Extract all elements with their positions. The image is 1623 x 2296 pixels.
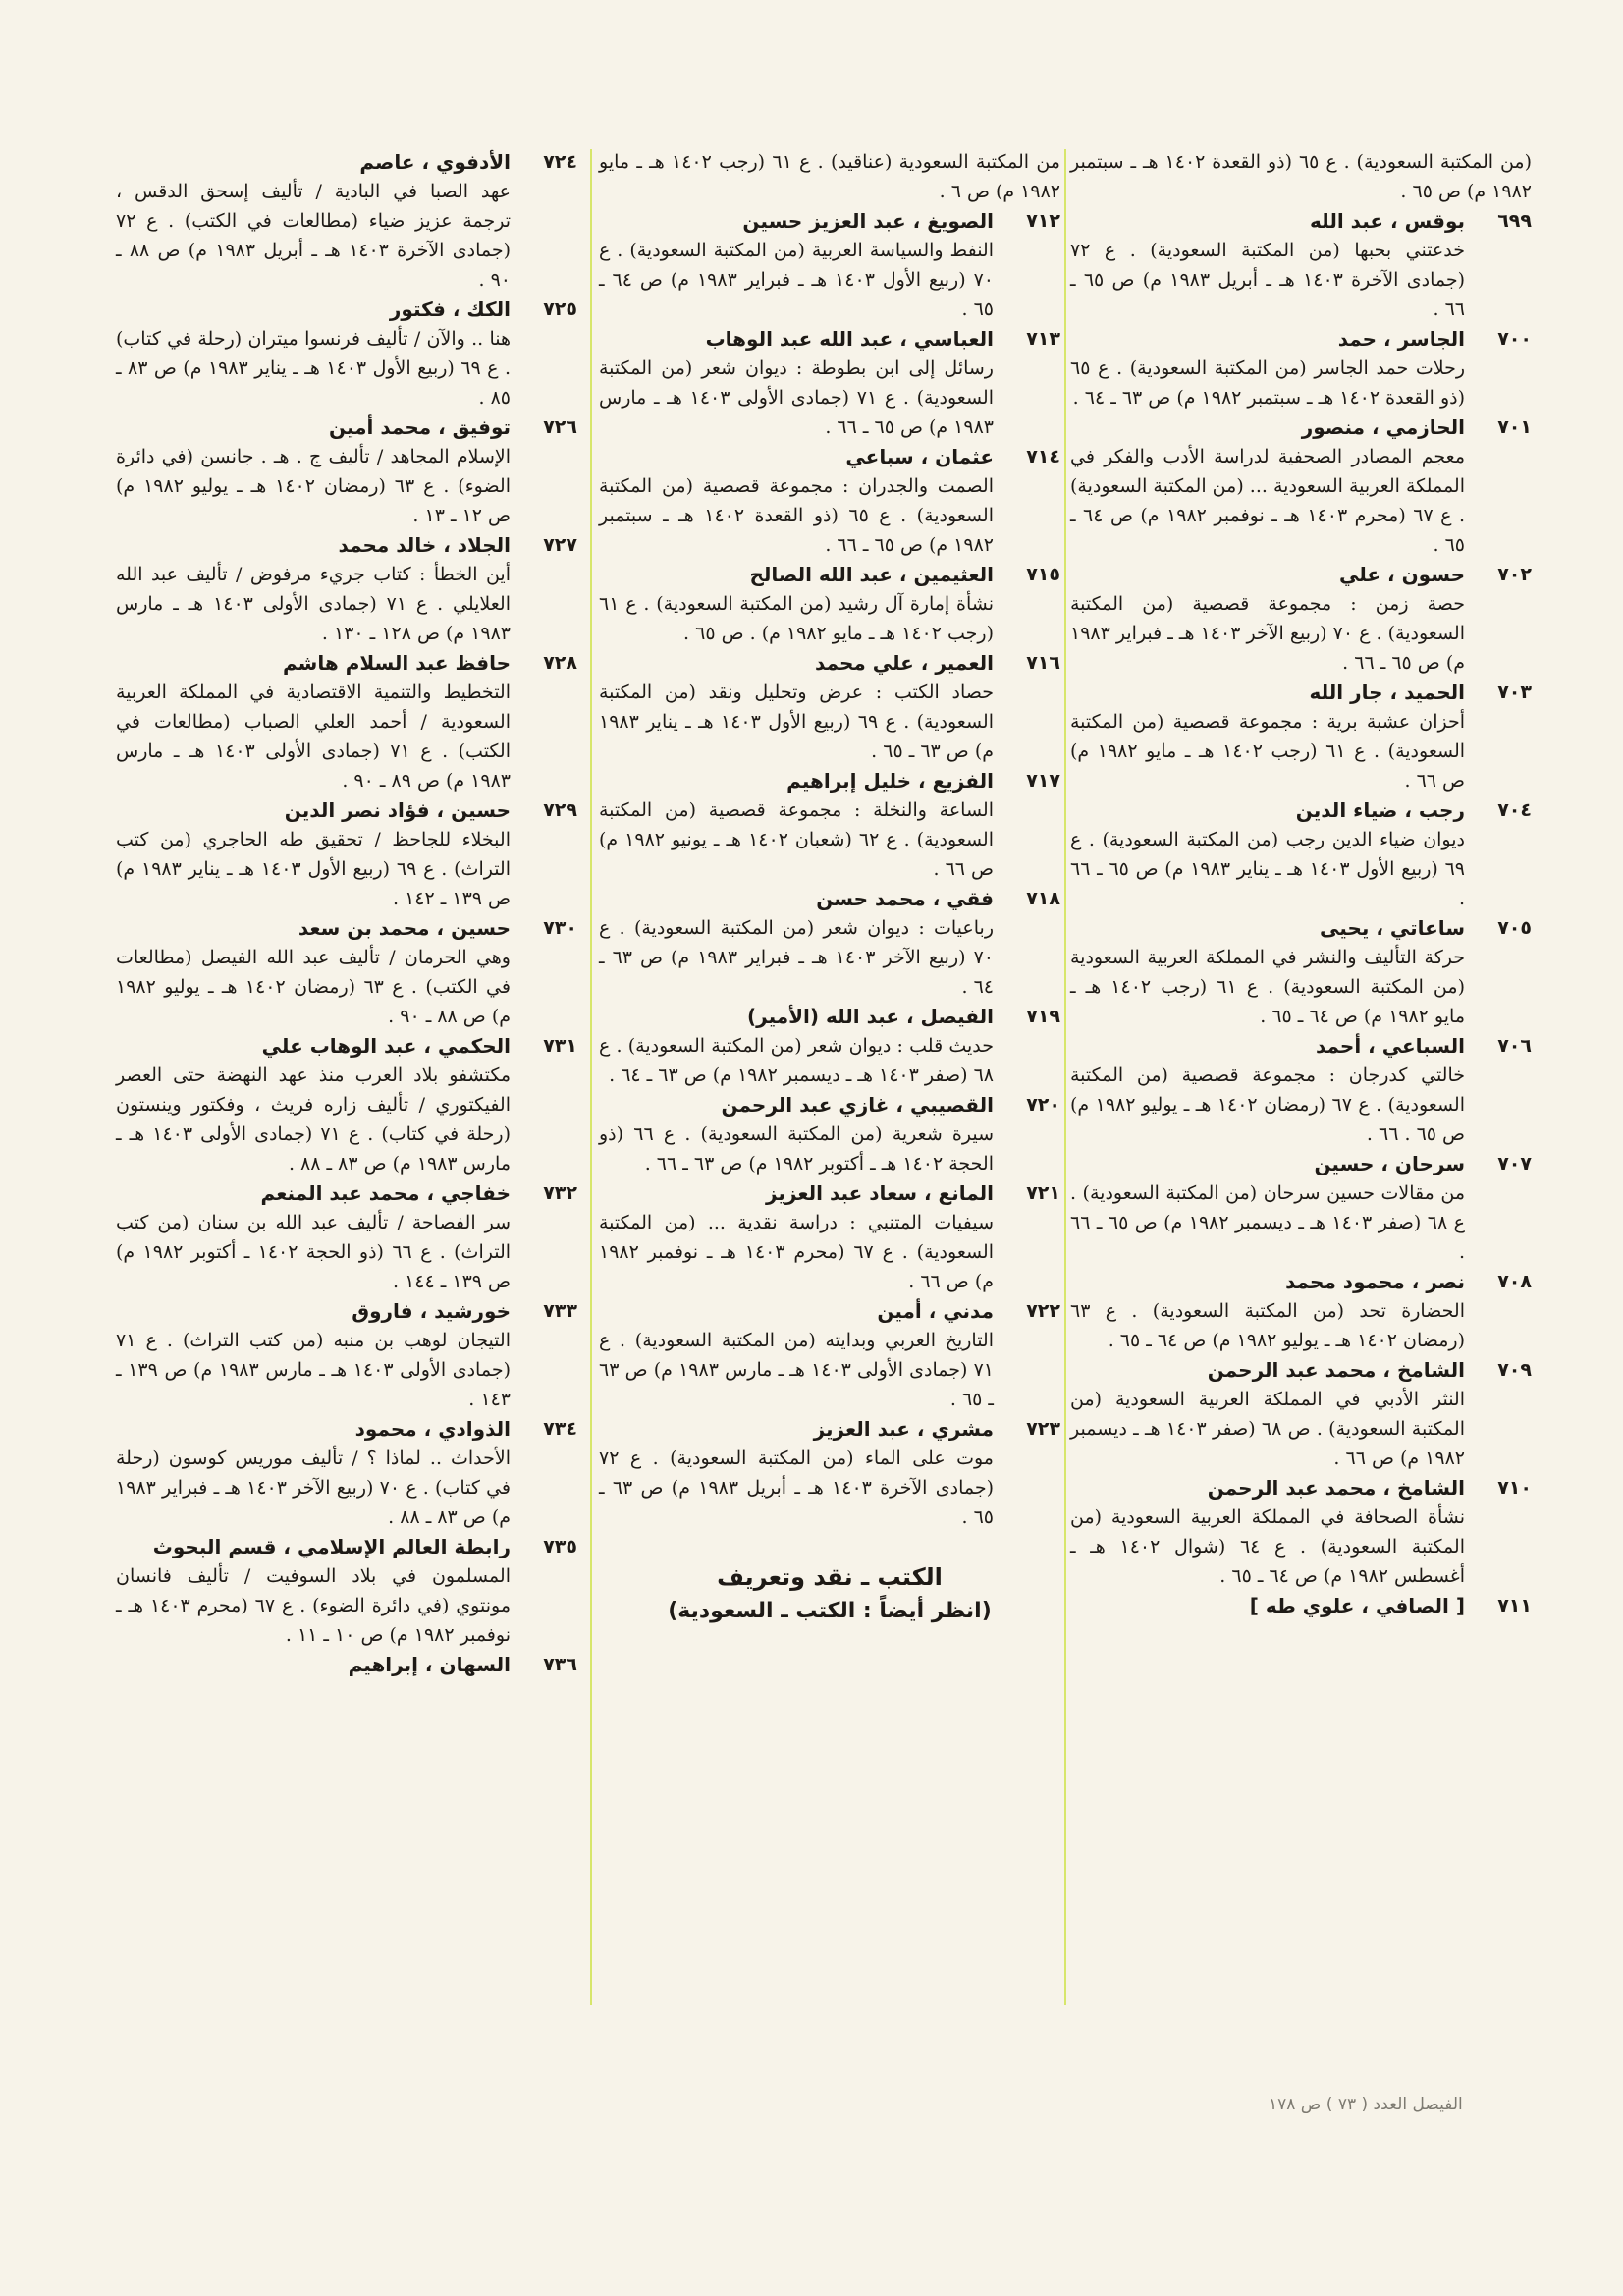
entry-number: ٧٠٤ [1497, 799, 1532, 821]
entry-text: رسائل إلى ابن بطوطة : ديوان شعر (من المكتبة السعودية) . ع ٧١ (جمادى الأولى ١٤٠٣ هـ ـ مارس ١٩٨٣ م) ص ٦٥ ـ ٦٦ . [599, 357, 994, 438]
bibliography-entry [599, 884, 1060, 1002]
entry-text: نشأة الصحافة في المملكة العربية السعودية (من المكتبة السعودية) . ع ٦٤ (شوال ١٤٠٢ هـ ـ أغسطس ١٩٨٢ م) ص ٦٤ ـ ٦٥ . [1070, 1506, 1465, 1587]
entry-text: خالتي كدرجان : مجموعة قصصية (من المكتبة السعودية) . ع ٦٧ (رمضان ١٤٠٢ هـ ـ يوليو ١٩٨٢ م) ص ٦٥ . ٦٦ . [1070, 1065, 1465, 1145]
entry-text: البخلاء للجاحظ / تحقيق طه الحاجري (من كتب التراث) . ع ٦٩ (ربيع الأول ١٤٠٣ هـ ـ يناير ١٩٨٣ م) ص ١٣٩ ـ ١٤٢ . [116, 829, 512, 909]
entry-number: ٧٢٠ [1026, 1094, 1060, 1116]
middle-column [599, 147, 1060, 1628]
bibliography-entry [116, 1031, 577, 1178]
entry-number: ٧٠٣ [1497, 682, 1532, 703]
entry-text: الأحداث .. لماذا ؟ / تأليف موريس كوسون (رحلة في كتاب) . ع ٧٠ (ربيع الآخر ١٤٠٣ هـ ـ فبراير ١٩٨٣ م) ص ٨٣ ـ ٨٨ . [116, 1448, 511, 1528]
entry-number: ٧١٧ [1026, 770, 1060, 792]
entry-author: رابطة العالم الإسلامي ، قسم البحوث [152, 1535, 511, 1558]
entry-text: من المكتبة السعودية (عناقيد) . ع ٦١ (رجب ١٤٠٢ هـ ـ مايو ١٩٨٢ م) ص ٦ . [599, 151, 1060, 202]
entry-author: الجلاد ، خالد محمد [338, 533, 511, 557]
entry-number: ٧٣٥ [543, 1536, 577, 1558]
entry-text: أحزان عشبة برية : مجموعة قصصية (من المكتبة السعودية) . ع ٦١ (رجب ١٤٠٢ هـ ـ مايو ١٩٨٢ م) ص ٦٦ . [1070, 711, 1466, 792]
entry-author: الشامخ ، محمد عبد الرحمن [1207, 1476, 1465, 1500]
entry-number: ٧٣٠ [543, 917, 577, 939]
entry-text: حصاد الكتب : عرض وتحليل ونقد (من المكتبة السعودية) . ع ٦٩ (ربيع الأول ١٤٠٣ هـ ـ يناير ١٩٨٣ م) ص ٦٣ ـ ٦٥ . [599, 682, 994, 762]
entry-text: معجم المصادر الصحفية لدراسة الأدب والفكر في المملكة العربية السعودية ... (من المكتبة السعودية) . ع ٦٧ (محرم ١٤٠٣ هـ ـ نوفمبر ١٩٨٢ م) ص ٦٤ ـ ٦٥ . [1070, 446, 1465, 556]
entry-number: ٧٣٦ [543, 1654, 577, 1675]
bibliography-entry [1070, 560, 1532, 678]
bibliography-entry [599, 1414, 1060, 1532]
section-heading: الكتب ـ نقد وتعريف [717, 1563, 943, 1591]
bibliography-entry [1070, 1149, 1532, 1267]
right-column [1070, 147, 1532, 1620]
bibliography-entry [1070, 1591, 1532, 1620]
bibliography-entry [599, 1002, 1060, 1090]
bibliography-entry [599, 206, 1060, 324]
bibliography-entry [116, 147, 577, 295]
column-divider-right [1064, 149, 1066, 2005]
entry-number: ٧١٤ [1026, 446, 1060, 467]
entry-author: الأدفوي ، عاصم [359, 150, 511, 174]
entry-text: من مقالات حسين سرحان (من المكتبة السعودية) . ع ٦٨ (صفر ١٤٠٣ هـ ـ ديسمبر ١٩٨٢ م) ص ٦٥ ـ ٦٦ . [1070, 1182, 1465, 1263]
entry-number: ٧١٥ [1026, 564, 1060, 585]
bibliography-entry [1070, 206, 1532, 324]
entry-number: ٧٢١ [1026, 1182, 1060, 1204]
bibliography-entry [599, 1178, 1060, 1296]
entry-author: الكك ، فكتور [389, 298, 511, 321]
bibliography-entry [599, 560, 1060, 648]
bibliography-entry [1070, 795, 1532, 913]
bibliography-entry [599, 324, 1060, 442]
entry-author: حسون ، علي [1339, 563, 1465, 586]
bibliography-entry [1070, 678, 1532, 795]
bibliography-entry [1070, 1355, 1532, 1473]
entry-author: العمير ، علي محمد [815, 651, 994, 675]
entry-text: مكتشفو بلاد العرب منذ عهد النهضة حتى العصر الفيكتوري / تأليف زاره فريث ، وفكتور وينستون (رحلة في كتاب) . ع ٧١ (جمادى الأولى ١٤٠٣ هـ ـ مارس ١٩٨٣ م) ص ٨٣ ـ ٨٨ . [116, 1065, 511, 1175]
entry-text: النفط والسياسة العربية (من المكتبة السعودية) . ع ٧٠ (ربيع الأول ١٤٠٣ هـ ـ فبراير ١٩٨٣ م) ص ٦٤ ـ ٦٥ . [599, 240, 995, 320]
entry-number: ٧٢٧ [543, 534, 577, 556]
entry-number: ٧٠٢ [1497, 564, 1532, 585]
entry-text: ديوان ضياء الدين رجب (من المكتبة السعودية) . ع ٦٩ (ربيع الأول ١٤٠٣ هـ ـ يناير ١٩٨٣ م) ص ٦٥ ـ ٦٦ . [1070, 829, 1465, 909]
entry-number: ٧١٦ [1026, 652, 1060, 674]
entry-author: فقي ، محمد حسن [816, 887, 994, 910]
entry-text: حديث قلب : ديوان شعر (من المكتبة السعودية) . ع ٦٨ (صفر ١٤٠٣ هـ ـ ديسمبر ١٩٨٢ م) ص ٦٣ ـ ٦٤ . [599, 1035, 994, 1086]
entry-text: التخطيط والتنمية الاقتصادية في المملكة العربية السعودية / أحمد العلي الصباب (مطالعات في الكتب) . ع ٧١ (جمادى الأولى ١٤٠٣ هـ ـ مارس ١٩٨٣ م) ص ٨٩ ـ ٩٠ . [116, 682, 511, 792]
entry-author: الجاسر ، حمد [1337, 327, 1465, 351]
entry-number: ٧٠٥ [1497, 917, 1532, 939]
entry-author: عثمان ، سباعي [845, 445, 994, 468]
bibliography-entry [1070, 1267, 1532, 1355]
entry-author: نصر ، محمود محمد [1285, 1270, 1465, 1293]
entry-author: الفيصل ، عبد الله (الأمير) [747, 1005, 994, 1028]
entry-author: خورشيد ، فاروق [352, 1299, 511, 1323]
entry-author: الحميد ، جار الله [1309, 681, 1465, 704]
entry-author: السباعي ، أحمد [1315, 1034, 1465, 1058]
entry-text: سر الفصاحة / تأليف عبد الله بن سنان (من كتب التراث) . ع ٦٦ (ذو الحجة ١٤٠٢ ـ أكتوبر ١٩٨٢ م) ص ١٣٩ ـ ١٤٤ . [116, 1212, 512, 1292]
entry-number: ٧٠٨ [1497, 1271, 1532, 1292]
bibliography-entry [116, 530, 577, 648]
bibliography-entry [116, 648, 577, 795]
entry-author: سرحان ، حسين [1314, 1152, 1465, 1175]
entry-text: سيفيات المتنبي : دراسة نقدية ... (من المكتبة السعودية) . ع ٦٧ (محرم ١٤٠٣ هـ ـ نوفمبر ١٩٨٢ م) ص ٦٦ . [599, 1212, 995, 1292]
entry-number: ٧٢٦ [543, 416, 577, 438]
entry-number: ٧٠٩ [1497, 1359, 1532, 1381]
entry-text: موت على الماء (من المكتبة السعودية) . ع ٧٢ (جمادى الآخرة ١٤٠٣ هـ ـ أبريل ١٩٨٣ م) ص ٦٣ ـ ٦٥ . [599, 1448, 995, 1528]
column-divider-left [590, 149, 592, 2005]
entry-number: ٧٠٠ [1497, 328, 1532, 350]
entry-author: الصويغ ، عبد العزيز حسين [742, 209, 994, 233]
entry-text: الحضارة تحد (من المكتبة السعودية) . ع ٦٣ (رمضان ١٤٠٢ هـ ـ يوليو ١٩٨٢ م) ص ٦٤ ـ ٦٥ . [1070, 1300, 1465, 1351]
entry-number: ٧٠٧ [1497, 1153, 1532, 1175]
entry-text: عهد الصبا في البادية / تأليف إسحق الدقس ، ترجمة عزيز ضياء (مطالعات في الكتب) . ع ٧٢ (جمادى الآخرة ١٤٠٣ هـ ـ أبريل ١٩٨٣ م) ص ٨٨ ـ ٩٠ . [116, 181, 512, 291]
entry-number: ٦٩٩ [1497, 210, 1532, 232]
bibliography-entry [1070, 324, 1532, 412]
bibliography-entry [1070, 913, 1532, 1031]
entry-number: ٧٣١ [543, 1035, 577, 1057]
entry-author: رجب ، ضياء الدين [1295, 798, 1465, 822]
bibliography-entry [116, 1296, 577, 1414]
entry-author: حسين ، فؤاد نصر الدين [284, 798, 511, 822]
entry-text: رباعيات : ديوان شعر (من المكتبة السعودية) . ع ٧٠ (ربيع الآخر ١٤٠٣ هـ ـ فبراير ١٩٨٣ م) ص ٦٣ ـ ٦٤ . [599, 917, 994, 998]
entry-text: وهي الحرمان / تأليف عبد الله الفيصل (مطالعات في الكتب) . ع ٦٣ (رمضان ١٤٠٢ هـ ـ يوليو ١٩٨٢ م) ص ٨٨ ـ ٩٠ . [116, 947, 511, 1027]
entry-text: هنا .. والآن / تأليف فرنسوا ميتران (رحلة في كتاب) . ع ٦٩ (ربيع الأول ١٤٠٣ هـ ـ يناير ١٩٨٣ م) ص ٨٣ ـ ٨٥ . [116, 328, 511, 409]
entry-text: التيجان لوهب بن منبه (من كتب التراث) . ع ٧١ (جمادى الأولى ١٤٠٣ هـ ـ مارس ١٩٨٣ م) ص ١٣٩ ـ ١٤٣ . [116, 1330, 511, 1410]
entry-author: الفزيع ، خليل إبراهيم [786, 769, 994, 793]
entry-author: العباسي ، عبد الله عبد الوهاب [705, 327, 994, 351]
entry-author: حسين ، محمد بن سعد [298, 916, 511, 940]
page-footer: الفيصل العدد ( ٧٣ ) ص ١٧٨ [1269, 2095, 1463, 2114]
bibliography-entry [1070, 412, 1532, 560]
entry-author: المانع ، سعاد عبد العزيز [765, 1181, 994, 1205]
entry-number: ٧٢٩ [543, 799, 577, 821]
entry-text: الساعة والنخلة : مجموعة قصصية (من المكتبة السعودية) . ع ٦٢ (شعبان ١٤٠٢ هـ ـ يونيو ١٩٨٢ م) ص ٦٦ . [599, 799, 994, 880]
bibliography-entry [116, 1178, 577, 1296]
bibliography-entry [116, 795, 577, 913]
entry-number: ٧٣٤ [543, 1418, 577, 1440]
entry-text: خدعتني بحبها (من المكتبة السعودية) . ع ٧٢ (جمادى الآخرة ١٤٠٣ هـ ـ أبريل ١٩٨٣ م) ص ٦٥ ـ ٦٦ . [1070, 240, 1466, 320]
entry-number: ٧٢٨ [543, 652, 577, 674]
bibliography-entry [116, 295, 577, 412]
entry-text: التاريخ العربي وبدايته (من المكتبة السعودية) . ع ٧١ (جمادى الأولى ١٤٠٣ هـ ـ مارس ١٩٨٣ م) ص ٦٣ ـ ٦٥ . [599, 1330, 994, 1410]
entry-number: ٧١٨ [1026, 888, 1060, 909]
bibliography-entry [116, 1650, 577, 1679]
entry-text: النثر الأدبي في المملكة العربية السعودية (من المكتبة السعودية) . ص ٦٨ (صفر ١٤٠٣ هـ ـ ديسمبر ١٩٨٢ م) ص ٦٦ . [1070, 1389, 1466, 1469]
bibliography-entry [116, 412, 577, 530]
entry-text: حصة زمن : مجموعة قصصية (من المكتبة السعودية) . ع ٧٠ (ربيع الآخر ١٤٠٣ هـ ـ فبراير ١٩٨٣ م) ص ٦٥ ـ ٦٦ . [1070, 593, 1465, 674]
entry-author: حافظ عبد السلام هاشم [283, 651, 511, 675]
bibliography-entry [116, 1532, 577, 1650]
bibliography-entry [599, 1090, 1060, 1178]
entry-text: (من المكتبة السعودية) . ع ٦٥ (ذو القعدة ١٤٠٢ هـ ـ سبتمبر ١٩٨٢ م) ص ٦٥ . [1070, 151, 1532, 202]
section-subheading: (انظر أيضاً : الكتب ـ السعودية) [668, 1599, 992, 1623]
entry-author: الحكمي ، عبد الوهاب علي [261, 1034, 511, 1058]
bibliography-entry [1070, 147, 1532, 206]
entry-author: مدني ، أمين [877, 1299, 994, 1323]
bibliography-entry [1070, 1473, 1532, 1591]
entry-number: ٧١٠ [1497, 1477, 1532, 1499]
entry-author: الحازمي ، منصور [1301, 415, 1465, 439]
entry-number: ٧٠١ [1497, 416, 1532, 438]
entry-author: الذوادي ، محمود [354, 1417, 511, 1441]
entry-author: العثيمين ، عبد الله الصالح [749, 563, 994, 586]
entry-text: الصمت والجدران : مجموعة قصصية (من المكتبة السعودية) . ع ٦٥ (ذو القعدة ١٤٠٢ هـ ـ سبتمبر ١٩٨٢ م) ص ٦٥ ـ ٦٦ . [599, 475, 995, 556]
bibliography-entry [599, 442, 1060, 560]
entry-author: [ الصافي ، علوي طه ] [1249, 1594, 1465, 1617]
bibliography-entry [599, 147, 1060, 206]
entry-text: حركة التأليف والنشر في المملكة العربية السعودية (من المكتبة السعودية) . ع ٦١ (رجب ١٤٠٢ هـ ـ مايو ١٩٨٢ م) ص ٦٤ ـ ٦٥ . [1070, 947, 1465, 1027]
entry-number: ٧٢٢ [1026, 1300, 1060, 1322]
entry-text: سيرة شعرية (من المكتبة السعودية) . ع ٦٦ (ذو الحجة ١٤٠٢ هـ ـ أكتوبر ١٩٨٢ م) ص ٦٣ ـ ٦٦ . [599, 1123, 995, 1175]
entry-author: ساعاتي ، يحيى [1320, 916, 1465, 940]
entry-author: بوقس ، عبد الله [1310, 209, 1465, 233]
entry-number: ٧١١ [1497, 1595, 1532, 1616]
entry-text: أين الخطأ : كتاب جريء مرفوض / تأليف عبد الله العلايلي . ع ٧١ (جمادى الأولى ١٤٠٣ هـ ـ مارس ١٩٨٣ م) ص ١٢٨ ـ ١٣٠ . [116, 564, 511, 644]
entry-number: ٧٠٦ [1497, 1035, 1532, 1057]
entry-number: ٧٣٣ [543, 1300, 577, 1322]
entry-text: الإسلام المجاهد / تأليف ج . هـ . جانسن (في دائرة الضوء) . ع ٦٣ (رمضان ١٤٠٢ هـ ـ يوليو ١٩٨٢ م) ص ١٢ ـ ١٣ . [116, 446, 511, 526]
entry-number: ٧٣٢ [543, 1182, 577, 1204]
bibliography-entry [599, 648, 1060, 766]
entry-text: رحلات حمد الجاسر (من المكتبة السعودية) . ع ٦٥ (ذو القعدة ١٤٠٢ هـ ـ سبتمبر ١٩٨٢ م) ص ٦٣ ـ ٦٤ . [1070, 357, 1465, 409]
entry-number: ٧٢٣ [1026, 1418, 1060, 1440]
bibliography-entry [1070, 1031, 1532, 1149]
bibliography-entry [116, 913, 577, 1031]
bibliography-entry [116, 1414, 577, 1532]
bibliography-entry [599, 1296, 1060, 1414]
entry-author: الشامخ ، محمد عبد الرحمن [1207, 1358, 1465, 1382]
entry-number: ٧٢٤ [543, 151, 577, 173]
left-column [116, 147, 577, 1679]
entry-text: نشأة إمارة آل رشيد (من المكتبة السعودية) . ع ٦١ (رجب ١٤٠٢ هـ ـ مايو ١٩٨٢ م) . ص ٦٥ . [599, 593, 994, 644]
entry-author: القصيبي ، غازي عبد الرحمن [721, 1093, 994, 1117]
entry-author: مشري ، عبد العزيز [813, 1417, 994, 1441]
entry-number: ٧١٢ [1026, 210, 1060, 232]
entry-author: توفيق ، محمد أمين [329, 415, 511, 439]
entry-author: السهان ، إبراهيم [348, 1653, 511, 1676]
entry-author: خفاجي ، محمد عبد المنعم [260, 1181, 511, 1205]
bibliography-entry [599, 766, 1060, 884]
entry-text: المسلمون في بلاد السوفيت / تأليف فانسان مونتوي (في دائرة الضوء) . ع ٦٧ (محرم ١٤٠٣ هـ ـ نوفمبر ١٩٨٢ م) ص ١٠ ـ ١١ . [116, 1565, 511, 1646]
entry-number: ٧١٣ [1026, 328, 1060, 350]
entry-number: ٧١٩ [1026, 1006, 1060, 1027]
entry-number: ٧٢٥ [543, 299, 577, 320]
